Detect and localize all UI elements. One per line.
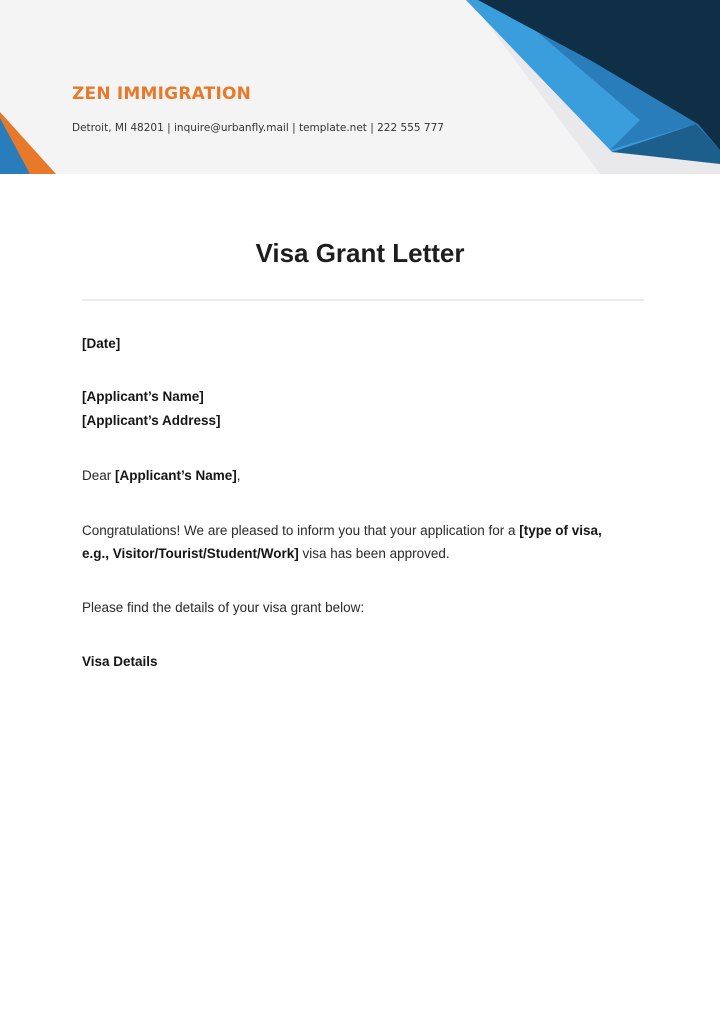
salutation bbox=[82, 464, 241, 488]
date-placeholder: [Date] bbox=[82, 336, 121, 351]
paragraph-details-intro: Please find the details of your visa grant below: bbox=[82, 600, 365, 615]
visa-type-placeholder: [type of visa, bbox=[519, 523, 602, 538]
contact-info: Detroit, MI 48201 | inquire@urbanfly.mail | template.net | 222 555 777 bbox=[72, 122, 444, 134]
approval-text-end: visa has been approved. bbox=[298, 546, 450, 561]
page-title: Visa Grant Letter bbox=[255, 238, 465, 268]
letterhead bbox=[0, 0, 720, 174]
applicant-address: [Applicant’s Address] bbox=[82, 413, 221, 428]
approval-text: Congratulations! We are pleased to inform you that your application for a bbox=[82, 523, 520, 538]
visa-type-examples: e.g., Visitor/Tourist/Student/Work] bbox=[82, 546, 299, 561]
salutation-suffix: , bbox=[236, 468, 241, 483]
salutation-prefix: Dear bbox=[82, 468, 116, 483]
applicant-name: [Applicant’s Name] bbox=[82, 389, 204, 404]
paragraph-approval-line2 bbox=[82, 542, 450, 566]
salutation-name: [Applicant’s Name] bbox=[115, 468, 237, 483]
title-divider bbox=[82, 299, 644, 301]
section-heading-visa-details: Visa Details bbox=[82, 654, 158, 669]
company-name: ZEN IMMIGRATION bbox=[72, 84, 252, 104]
paragraph-approval-line1 bbox=[82, 519, 602, 543]
